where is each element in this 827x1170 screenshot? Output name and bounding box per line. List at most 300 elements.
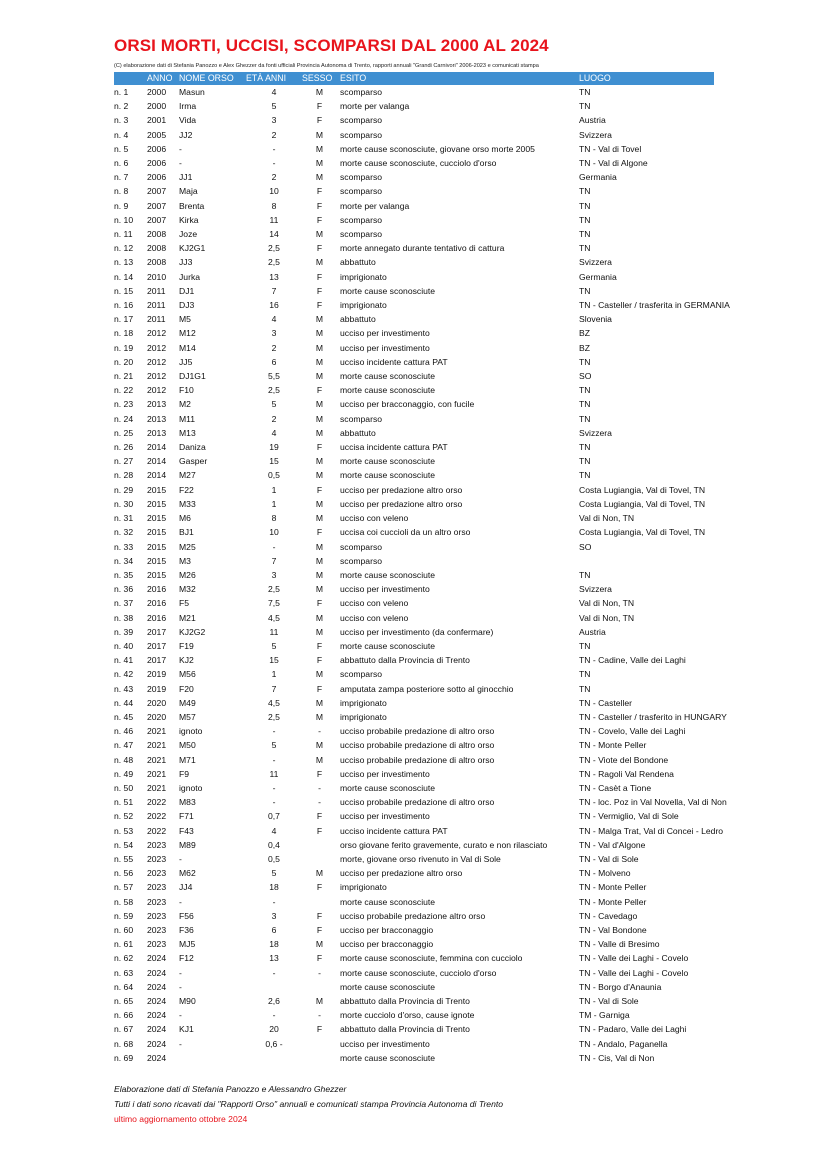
cell-place: TN xyxy=(579,442,591,453)
footer-sources: Tutti i dati sono ricavati dai "Rapporti Orso" annuali e comunicati stampa Provincia Autonoma di Trento xyxy=(114,1099,504,1109)
cell-number: n. 45 xyxy=(114,711,134,722)
table-row xyxy=(114,483,714,497)
cell-number: n. 8 xyxy=(114,186,129,197)
cell-year: 2012 xyxy=(147,371,167,382)
cell-bear-name: MJ5 xyxy=(179,939,196,950)
cell-bear-name: M6 xyxy=(179,513,191,524)
table-row xyxy=(114,284,714,298)
cell-outcome: imprigionato xyxy=(340,711,387,722)
cell-bear-name: M13 xyxy=(179,427,196,438)
cell-sex: M xyxy=(315,541,324,552)
cell-year: 2024 xyxy=(147,1010,167,1021)
cell-number: n. 23 xyxy=(114,399,134,410)
cell-year: 2023 xyxy=(147,839,167,850)
cell-outcome: morte cause sconosciute, cucciolo d'orso xyxy=(340,158,497,169)
cell-number: n. 28 xyxy=(114,470,134,481)
cell-place: Svizzera xyxy=(579,129,612,140)
cell-sex: F xyxy=(316,527,323,538)
cell-number: n. 20 xyxy=(114,356,134,367)
cell-bear-name: M50 xyxy=(179,740,196,751)
cell-year: 2017 xyxy=(147,655,167,666)
cell-age: 5 xyxy=(271,101,277,112)
cell-sex: F xyxy=(316,442,323,453)
cell-place: TN xyxy=(579,640,591,651)
cell-bear-name: M11 xyxy=(179,413,196,424)
cell-outcome: imprigionato xyxy=(340,271,387,282)
cell-age: 3 xyxy=(271,328,277,339)
cell-number: n. 58 xyxy=(114,896,134,907)
cell-outcome: scomparso xyxy=(340,129,383,140)
cell-number: n. 24 xyxy=(114,413,134,424)
cell-year: 2022 xyxy=(147,825,167,836)
cell-bear-name: M12 xyxy=(179,328,196,339)
table-row xyxy=(114,781,714,795)
cell-sex: M xyxy=(315,555,324,566)
cell-bear-name: M21 xyxy=(179,612,196,623)
cell-age: 18 xyxy=(269,939,279,950)
cell-age: 4 xyxy=(271,87,277,97)
table-row xyxy=(114,241,714,255)
cell-number: n. 40 xyxy=(114,640,134,651)
cell-age: 20 xyxy=(269,1024,279,1035)
cell-number: n. 2 xyxy=(114,101,129,112)
table-row xyxy=(114,667,714,681)
cell-age: 19 xyxy=(269,442,279,453)
cell-number: n. 46 xyxy=(114,726,134,737)
cell-bear-name: Gasper xyxy=(179,456,208,467)
cell-outcome: scomparso xyxy=(340,186,383,197)
cell-bear-name: - xyxy=(179,896,182,907)
cell-number: n. 44 xyxy=(114,697,134,708)
cell-age: 3 xyxy=(271,569,277,580)
cell-bear-name: KJ1 xyxy=(179,1024,194,1035)
cell-place: SO xyxy=(579,371,592,382)
cell-place: TN - Covelo, Valle dei Laghi xyxy=(579,726,686,737)
footer-authors: Elaborazione dati di Stefania Panozzo e Alessandro Ghezzer xyxy=(114,1084,347,1094)
cell-year: 2006 xyxy=(147,143,167,154)
cell-bear-name xyxy=(179,1051,246,1065)
cell-sex xyxy=(302,1037,337,1051)
table-row xyxy=(114,440,714,454)
cell-number: n. 63 xyxy=(114,967,134,978)
cell-year: 2023 xyxy=(147,924,167,935)
cell-place: TN - Monte Peller xyxy=(579,740,647,751)
cell-bear-name: - xyxy=(179,1010,182,1021)
cell-year: 2001 xyxy=(147,115,167,126)
cell-place: TN - loc. Poz in Val Novella, Val di Non xyxy=(579,797,727,808)
cell-place: TN - Casteller xyxy=(579,697,633,708)
cell-year: 2011 xyxy=(147,285,166,296)
cell-age: 10 xyxy=(269,186,279,197)
cell-outcome: morte cause sconosciute xyxy=(340,782,436,793)
cell-sex: F xyxy=(316,598,323,609)
cell-place: TN xyxy=(579,569,591,580)
table-row xyxy=(114,128,714,142)
cell-number: n. 16 xyxy=(114,300,134,311)
cell-number: n. 17 xyxy=(114,314,134,325)
table-row xyxy=(114,341,714,355)
cell-year: 2023 xyxy=(147,853,167,864)
cell-bear-name: - xyxy=(179,981,182,992)
col-header-outcome: ESITO xyxy=(337,72,579,85)
table-row xyxy=(114,738,714,752)
cell-year: 2000 xyxy=(147,101,167,112)
cell-year: 2021 xyxy=(147,782,167,793)
cell-age: 15 xyxy=(269,655,279,666)
cell-bear-name: F5 xyxy=(179,598,190,609)
cell-outcome: ucciso per predazione altro orso xyxy=(340,868,463,879)
col-header-year: ANNO xyxy=(147,72,179,85)
cell-outcome: morte cause sconosciute xyxy=(340,1052,436,1063)
cell-age: - xyxy=(272,158,276,169)
cell-place: Costa Lugiangia, Val di Tovel, TN xyxy=(579,527,706,538)
cell-year: 2012 xyxy=(147,342,167,353)
cell-sex: M xyxy=(315,456,324,467)
cell-year: 2024 xyxy=(147,1024,167,1035)
cell-bear-name: F12 xyxy=(179,953,194,964)
cell-age: 4,5 xyxy=(268,612,280,623)
table-row xyxy=(114,184,714,198)
table-row xyxy=(114,156,714,170)
cell-number: n. 21 xyxy=(114,371,134,382)
cell-year: 2008 xyxy=(147,229,167,240)
cell-place: TN - Casteller / trasferita in GERMANIA xyxy=(579,300,730,311)
cell-year: 2013 xyxy=(147,427,167,438)
table-row xyxy=(114,199,714,213)
table-row xyxy=(114,639,714,653)
table-row xyxy=(114,1051,714,1065)
cell-sex: F xyxy=(316,101,323,112)
cell-age: 2,5 xyxy=(268,711,280,722)
cell-sex: M xyxy=(315,257,324,268)
cell-bear-name: Maja xyxy=(179,186,198,197)
cell-outcome: morte cause sconosciute xyxy=(340,385,436,396)
cell-outcome: amputata zampa posteriore sotto al ginocchio xyxy=(340,683,514,694)
cell-sex: F xyxy=(316,115,323,126)
table-row xyxy=(114,511,714,525)
cell-age: 10 xyxy=(269,527,279,538)
cell-number: n. 29 xyxy=(114,484,134,495)
cell-age: 7 xyxy=(271,683,277,694)
cell-age: 2,5 xyxy=(268,584,280,595)
cell-sex: M xyxy=(315,427,324,438)
cell-year: 2023 xyxy=(147,882,167,893)
cell-place: TN - Cavedago xyxy=(579,910,638,921)
cell-age: 1 xyxy=(271,498,277,509)
cell-year: 2005 xyxy=(147,129,167,140)
cell-number: n. 54 xyxy=(114,839,134,850)
cell-age: 8 xyxy=(271,513,277,524)
cell-number: n. 67 xyxy=(114,1024,134,1035)
cell-place: Svizzera xyxy=(579,584,612,595)
cell-year: 2022 xyxy=(147,811,167,822)
cell-sex: F xyxy=(316,214,323,225)
cell-age: 15 xyxy=(269,456,279,467)
cell-number: n. 5 xyxy=(114,143,129,154)
cell-year: 2014 xyxy=(147,456,167,467)
cell-age: 5 xyxy=(271,399,277,410)
cell-age: 18 xyxy=(269,882,279,893)
cell-number: n. 53 xyxy=(114,825,134,836)
cell-number: n. 65 xyxy=(114,996,134,1006)
cell-bear-name: F56 xyxy=(179,910,194,921)
cell-number: n. 50 xyxy=(114,782,134,793)
cell-sex: F xyxy=(316,655,323,666)
cell-place: Costa Lugiangia, Val di Tovel, TN xyxy=(579,498,706,509)
cell-year: 2012 xyxy=(147,385,167,396)
cell-sex: M xyxy=(315,328,324,339)
cell-sex: F xyxy=(316,825,323,836)
cell-sex: M xyxy=(315,143,324,154)
source-credit: (C) elaborazione dati di Stefania Panozzo e Alex Ghezzer da fonti ufficiali Provincia Autonoma di Trento, rapporti annuali "Grandi Carnivori" 2006-2023 e comunicati stampa xyxy=(114,63,539,69)
cell-number: n. 47 xyxy=(114,740,134,751)
cell-outcome: scomparso xyxy=(340,115,383,126)
cell-sex: - xyxy=(318,782,321,793)
cell-age: 1 xyxy=(271,669,277,680)
cell-outcome: ucciso per predazione altro orso xyxy=(340,484,463,495)
cell-outcome: ucciso per bracconaggio, con fucile xyxy=(340,399,475,410)
cell-age: 0,5 xyxy=(268,853,280,864)
cell-outcome: abbattuto xyxy=(340,257,376,268)
cell-age: - xyxy=(272,1010,276,1021)
cell-year: 2015 xyxy=(147,527,167,538)
cell-place: TM - Garniga xyxy=(579,1010,630,1021)
cell-sex: F xyxy=(316,811,323,822)
table-row xyxy=(114,454,714,468)
cell-bear-name: - xyxy=(179,143,182,154)
cell-year: 2015 xyxy=(147,513,167,524)
cell-outcome: scomparso xyxy=(340,669,383,680)
cell-sex xyxy=(302,980,337,994)
table-row xyxy=(114,468,714,482)
cell-year: 2020 xyxy=(147,711,167,722)
cell-year: 2013 xyxy=(147,399,167,410)
cell-age: 14 xyxy=(269,229,279,240)
cell-place: TN - Padaro, Valle dei Laghi xyxy=(579,1024,687,1035)
cell-place: TN xyxy=(579,413,591,424)
cell-outcome: ucciso incidente cattura PAT xyxy=(340,825,448,836)
cell-number: n. 62 xyxy=(114,953,134,964)
cell-year: 2021 xyxy=(147,726,167,737)
cell-place: BZ xyxy=(579,342,590,353)
cell-number: n. 4 xyxy=(114,129,129,140)
cell-sex: - xyxy=(318,797,321,808)
cell-bear-name: M71 xyxy=(179,754,196,765)
cell-number: n. 18 xyxy=(114,328,134,339)
cell-age: 13 xyxy=(269,271,279,282)
cell-age: 13 xyxy=(269,953,279,964)
cell-sex: M xyxy=(315,172,324,183)
cell-place: TN - Valle di Bresimo xyxy=(579,939,660,950)
cell-year: 2010 xyxy=(147,271,167,282)
cell-sex: M xyxy=(315,740,324,751)
table-row xyxy=(114,540,714,554)
cell-outcome: scomparso xyxy=(340,87,383,97)
table-row xyxy=(114,525,714,539)
cell-place: TN - Val di Sole xyxy=(579,853,639,864)
cell-place: TN xyxy=(579,214,591,225)
cell-outcome: morte cause sconosciute, cucciolo d'orso xyxy=(340,967,497,978)
cell-sex: M xyxy=(315,939,324,950)
cell-outcome: morte cause sconosciute, giovane orso morte 2005 xyxy=(340,143,535,154)
cell-place: TN - Val di Tovel xyxy=(579,143,642,154)
cell-age: 2 xyxy=(271,342,277,353)
cell-place: TN - Ragoli Val Rendena xyxy=(579,768,674,779)
cell-outcome: morte annegato durante tentativo di cattura xyxy=(340,243,505,254)
cell-number: n. 41 xyxy=(114,655,134,666)
cell-year: 2016 xyxy=(147,612,167,623)
cell-outcome: morte cause sconosciute, femmina con cucciolo xyxy=(340,953,523,964)
cell-number: n. 38 xyxy=(114,612,134,623)
cell-outcome: abbattuto xyxy=(340,427,376,438)
cell-bear-name: M49 xyxy=(179,697,196,708)
cell-bear-name: F71 xyxy=(179,811,194,822)
cell-age: 0,4 xyxy=(268,839,280,850)
cell-year: 2011 xyxy=(147,300,166,311)
cell-number: n. 51 xyxy=(114,797,134,808)
cell-number: n. 7 xyxy=(114,172,129,183)
cell-age: 3 xyxy=(271,910,277,921)
cell-outcome: uccisa incidente cattura PAT xyxy=(340,442,448,453)
cell-place: TN - Val di Sole xyxy=(579,996,639,1006)
cell-year: 2015 xyxy=(147,541,167,552)
col-header-place: LUOGO xyxy=(579,72,714,85)
cell-age: - xyxy=(272,797,276,808)
cell-year: 2021 xyxy=(147,768,167,779)
table-row xyxy=(114,625,714,639)
cell-year: 2012 xyxy=(147,328,167,339)
cell-year: 2006 xyxy=(147,158,167,169)
table-row xyxy=(114,951,714,965)
cell-bear-name: Vida xyxy=(179,115,197,126)
cell-sex: M xyxy=(315,371,324,382)
cell-outcome: ucciso per investimento xyxy=(340,342,430,353)
cell-number: n. 14 xyxy=(114,271,134,282)
cell-bear-name: M5 xyxy=(179,314,191,325)
cell-age: 8 xyxy=(271,200,277,211)
cell-sex: F xyxy=(316,484,323,495)
table-row xyxy=(114,255,714,269)
cell-bear-name: F22 xyxy=(179,484,194,495)
cell-place: TN xyxy=(579,470,591,481)
cell-outcome: ucciso probabile predazione di altro orso xyxy=(340,726,495,737)
table-row xyxy=(114,582,714,596)
cell-place: Germania xyxy=(579,172,617,183)
cell-sex: F xyxy=(316,953,323,964)
cell-place: TN xyxy=(579,669,591,680)
cell-bear-name: M25 xyxy=(179,541,196,552)
cell-bear-name: Masun xyxy=(179,87,205,97)
cell-bear-name: M14 xyxy=(179,342,196,353)
table-row xyxy=(114,696,714,710)
table-row xyxy=(114,980,714,994)
table-row xyxy=(114,397,714,411)
cell-number: n. 27 xyxy=(114,456,134,467)
cell-bear-name: F10 xyxy=(179,385,194,396)
cell-age: 4 xyxy=(271,427,277,438)
cell-outcome: morte cause sconosciute xyxy=(340,569,436,580)
cell-age: - xyxy=(272,754,276,765)
cell-year: 2016 xyxy=(147,598,167,609)
cell-place: TN xyxy=(579,285,591,296)
table-row xyxy=(114,1022,714,1036)
cell-sex: F xyxy=(316,243,323,254)
cell-place: TN xyxy=(579,101,591,112)
cell-bear-name: JJ4 xyxy=(179,882,193,893)
cell-place: TN xyxy=(579,87,591,97)
cell-bear-name: M56 xyxy=(179,669,196,680)
cell-age: - xyxy=(272,541,276,552)
cell-year: 2008 xyxy=(147,243,167,254)
cell-year: 2007 xyxy=(147,186,167,197)
cell-bear-name: JJ5 xyxy=(179,356,193,367)
cell-sex: M xyxy=(315,513,324,524)
cell-place: TN xyxy=(579,186,591,197)
cell-sex: M xyxy=(315,669,324,680)
table-row xyxy=(114,966,714,980)
cell-outcome: morte cause sconosciute xyxy=(340,470,436,481)
cell-sex: M xyxy=(315,413,324,424)
cell-sex: F xyxy=(316,924,323,935)
cell-sex: F xyxy=(316,683,323,694)
cell-outcome: ucciso con veleno xyxy=(340,598,409,609)
cell-sex: F xyxy=(316,910,323,921)
cell-outcome: morte per valanga xyxy=(340,101,410,112)
cell-place: Slovenia xyxy=(579,314,612,325)
cell-age: 5 xyxy=(271,640,277,651)
table-row xyxy=(114,994,714,1008)
cell-number: n. 6 xyxy=(114,158,129,169)
cell-sex: - xyxy=(318,726,321,737)
cell-bear-name: JJ2 xyxy=(179,129,193,140)
cell-age: 2 xyxy=(271,413,277,424)
table-row xyxy=(114,142,714,156)
cell-number: n. 68 xyxy=(114,1038,134,1049)
table-row xyxy=(114,497,714,511)
cell-place: TN - Viote del Bondone xyxy=(579,754,669,765)
cell-place: TN - Malga Trat, Val di Concei - Ledro xyxy=(579,825,724,836)
table-row xyxy=(114,852,714,866)
cell-number: n. 32 xyxy=(114,527,134,538)
cell-number: n. 19 xyxy=(114,342,134,353)
cell-age: 2 xyxy=(271,172,277,183)
cell-sex: M xyxy=(315,711,324,722)
table-row xyxy=(114,895,714,909)
cell-sex: M xyxy=(315,868,324,879)
cell-age: 4,5 xyxy=(268,697,280,708)
cell-number: n. 13 xyxy=(114,257,134,268)
table-row xyxy=(114,312,714,326)
cell-year: 2015 xyxy=(147,555,167,566)
cell-age: - xyxy=(272,143,276,154)
cell-outcome: morte per valanga xyxy=(340,200,410,211)
table-row xyxy=(114,838,714,852)
cell-sex: F xyxy=(316,1024,323,1035)
cell-sex xyxy=(302,852,337,866)
cell-year: 2023 xyxy=(147,939,167,950)
table-row xyxy=(114,653,714,667)
col-header-age: ETÀ ANNI xyxy=(246,72,302,85)
cell-sex: M xyxy=(315,996,324,1006)
cell-place xyxy=(579,554,714,568)
table-row xyxy=(114,682,714,696)
cell-number: n. 48 xyxy=(114,754,134,765)
table-row xyxy=(114,824,714,838)
table-row xyxy=(114,596,714,610)
cell-outcome: ucciso probabile predazione di altro orso xyxy=(340,797,495,808)
table-row xyxy=(114,767,714,781)
cell-outcome: imprigionato xyxy=(340,697,387,708)
